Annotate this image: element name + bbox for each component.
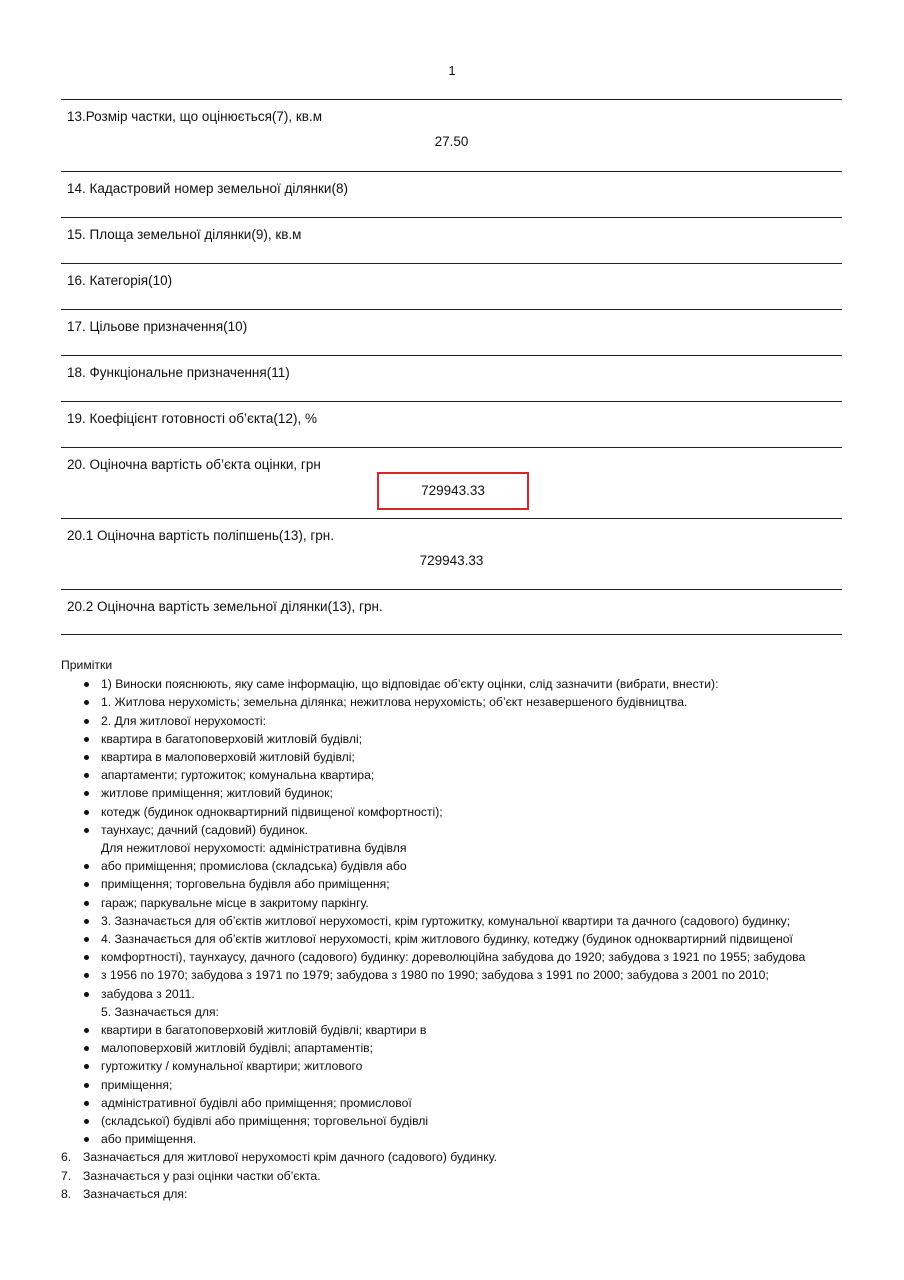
list-item: квартира в малоповерховій житловій будівлі;: [61, 748, 851, 766]
numbered-list-item: [61, 1185, 851, 1203]
valuation-table: [61, 99, 842, 635]
table-row: [61, 99, 842, 171]
notes-list: [61, 675, 851, 1148]
list-item: гараж; паркувальне місце в закритому паркінгу.: [61, 894, 851, 912]
table-row: [61, 518, 842, 589]
list-item: 4. Зазначається для об’єктів житлової нерухомості, крім житлового будинку, котеджу (будинок одноквартирний підвищеної: [61, 930, 851, 948]
list-item: (складської) будівлі або приміщення; торговельної будівлі: [61, 1112, 851, 1130]
list-text: Зазначається для житлової нерухомості крім дачного (садового) будинку.: [83, 1150, 498, 1165]
list-item: 5. Зазначається для:: [101, 1004, 219, 1019]
row-value: 27.50: [434, 134, 469, 149]
list-item: або приміщення.: [61, 1130, 851, 1148]
list-item: апартаменти; гуртожиток; комунальна квартира;: [61, 766, 851, 784]
row-label: 15. Площа земельної ділянки(9), кв.м: [67, 227, 302, 242]
list-item: забудова з 2011.: [61, 985, 851, 1003]
row-value: 729943.33: [419, 553, 484, 568]
list-item: комфортності), таунхаусу, дачного (садового) будинку: дореволюційна забудова до 1920; забудова з 1921 по 1955; забудова: [61, 948, 851, 966]
list-item: таунхаус; дачний (садовий) будинок.: [61, 821, 851, 839]
list-item: Для нежитлової нерухомості: адміністративна будівля: [101, 841, 407, 856]
list-item: приміщення; торговельна будівля або приміщення;: [61, 875, 851, 893]
list-number: 7.: [61, 1168, 72, 1183]
table-row: [61, 589, 842, 635]
list-item: адміністративної будівлі або приміщення; промислової: [61, 1094, 851, 1112]
list-text: Зазначається у разі оцінки частки об’єкта.: [83, 1168, 321, 1183]
row-label: 17. Цільове призначення(10): [67, 319, 248, 334]
highlighted-value: 729943.33: [377, 472, 529, 510]
row-label: 18. Функціональне призначення(11): [67, 365, 290, 380]
list-number: 8.: [61, 1186, 72, 1201]
row-label: 20.2 Оціночна вартість земельної ділянки(13), грн.: [67, 599, 383, 614]
list-item: квартири в багатоповерховій житловій будівлі; квартири в: [61, 1021, 851, 1039]
list-item: квартира в багатоповерховій житловій будівлі;: [61, 730, 851, 748]
notes-title: Примітки: [61, 658, 113, 672]
list-item: гуртожитку / комунальної квартири; житлового: [61, 1057, 851, 1075]
numbered-notes-list: [61, 1148, 851, 1203]
list-number: 6.: [61, 1150, 72, 1165]
row-label: 20.1 Оціночна вартість поліпшень(13), грн.: [67, 528, 334, 543]
list-item: або приміщення; промислова (складська) будівля або: [61, 857, 851, 875]
list-text: Зазначається для:: [83, 1186, 188, 1201]
row-label: 19. Коефіцієнт готовності об’єкта(12), %: [67, 411, 317, 426]
table-row: [61, 309, 842, 355]
table-row: [61, 171, 842, 217]
table-row: [61, 401, 842, 447]
table-row: [61, 263, 842, 309]
list-item: 1) Виноски пояснюють, яку саме інформацію, що відповідає об’єкту оцінки, слід зазначити (вибрати, внести):: [61, 675, 851, 693]
notes-section: [61, 656, 851, 1203]
list-item: 1. Житлова нерухомість; земельна ділянка; нежитлова нерухомість; об’єкт незавершеного будівництва.: [61, 693, 851, 711]
list-item: з 1956 по 1970; забудова з 1971 по 1979; забудова з 1980 по 1990; забудова з 1991 по 2000; забудова з 2001 по 2010;: [61, 966, 851, 984]
row-label: 20. Оціночна вартість об’єкта оцінки, грн: [67, 457, 321, 472]
table-row: [61, 447, 842, 518]
table-row: [61, 355, 842, 401]
row-label: 13.Розмір частки, що оцінюється(7), кв.м: [67, 109, 322, 124]
numbered-list-item: [61, 1148, 851, 1166]
list-item: 3. Зазначається для об’єктів житлової нерухомості, крім гуртожитку, комунальної квартири та дачного (садового) будинку;: [61, 912, 851, 930]
table-row: [61, 217, 842, 263]
row-label: 16. Категорія(10): [67, 273, 173, 288]
row-label: 14. Кадастровий номер земельної ділянки(8): [67, 181, 348, 196]
list-item: приміщення;: [61, 1076, 851, 1094]
list-item: малоповерховій житловій будівлі; апартаментів;: [61, 1039, 851, 1057]
list-item: котедж (будинок одноквартирний підвищеної комфортності);: [61, 803, 851, 821]
numbered-list-item: [61, 1167, 851, 1185]
list-item: житлове приміщення; житловий будинок;: [61, 784, 851, 802]
list-item: 2. Для житлової нерухомості:: [61, 712, 851, 730]
page-number: 1: [448, 63, 456, 78]
